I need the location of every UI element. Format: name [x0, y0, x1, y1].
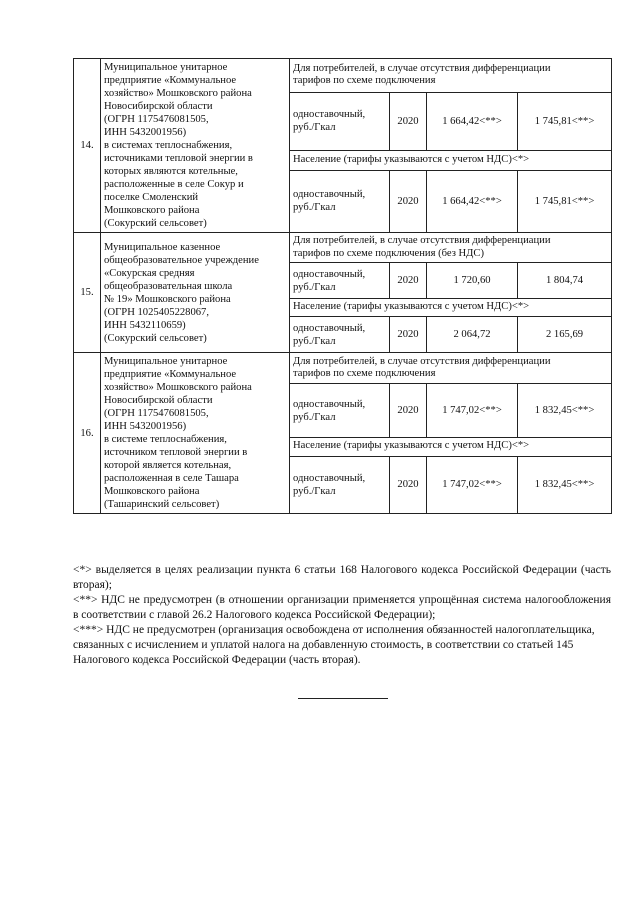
organization-line: источниками тепловой энергии в: [104, 153, 253, 165]
organization-line: источником тепловой энергии в: [104, 447, 248, 459]
tariff-unit: [290, 456, 390, 514]
consumer-group-header: [290, 353, 612, 384]
tariff-unit: [290, 384, 390, 438]
organization-line: общеобразовательное учреждение: [104, 254, 259, 266]
tariff-year: 2020: [390, 263, 427, 299]
tariff-value-first-half: 1 664,42<**>: [427, 170, 518, 233]
table-row: [74, 59, 612, 93]
consumer-group-line: тарифов по схеме подключения (без НДС): [293, 247, 485, 259]
consumer-group-line: Население (тарифы указываются с учетом НДС)<*>: [293, 440, 530, 452]
organization-line: расположенная в селе Ташара: [104, 473, 239, 485]
tariff-unit-line: одноставочный,: [293, 322, 366, 334]
organization-cell: [101, 233, 290, 353]
organization-line: в системе теплоснабжения,: [104, 434, 227, 446]
organization-line: (ОГРН 1175476081505,: [104, 114, 209, 126]
tariff-unit-line: одноставочный,: [293, 189, 366, 201]
organization-line: «Сокурская средняя: [104, 267, 195, 279]
organization-line: предприятие «Коммунальное: [104, 75, 237, 87]
footnote-3: <***> НДС не предусмотрен (организация освобождена от исполнения обязанностей налогоплательщика, связанных с исчислением и уплатой налога на добавленную стоимость, в соответствии со статьей 145 Налогового кодекса Российской Федерации (часть вторая).: [73, 623, 595, 666]
organization-line: (Ташаринский сельсовет): [104, 499, 220, 511]
table-row: [74, 233, 612, 263]
consumer-group-line: Для потребителей, в случае отсутствия дифференциации: [293, 355, 551, 367]
organization-line: (Сокурский сельсовет): [104, 218, 207, 230]
tariff-value-second-half: 1 804,74: [518, 263, 612, 299]
tariff-table: [73, 58, 612, 514]
organization-line: Муниципальное унитарное: [104, 356, 228, 368]
organization-line: которой является котельная,: [104, 460, 232, 472]
consumer-group-header: [290, 233, 612, 263]
organization-line: расположенные в селе Сокур и: [104, 179, 244, 191]
tariff-value-first-half: 2 064,72: [427, 317, 518, 353]
consumer-group-line: Население (тарифы указываются с учетом НДС)<*>: [293, 153, 530, 165]
tariff-unit-line: руб./Гкал: [293, 335, 336, 347]
separator-line: [298, 698, 388, 699]
tariff-value-second-half: 1 832,45<**>: [518, 456, 612, 514]
organization-line: в системах теплоснабжения,: [104, 140, 233, 152]
organization-line: предприятие «Коммунальное: [104, 369, 237, 381]
organization-line: Новосибирской области: [104, 101, 213, 113]
consumer-group-line: тарифов по схеме подключения: [293, 75, 436, 87]
tariff-unit-line: одноставочный,: [293, 398, 366, 410]
footnotes: [73, 563, 611, 668]
tariff-unit: [290, 92, 390, 150]
tariff-year: 2020: [390, 384, 427, 438]
footnote-1: <*> выделяется в целях реализации пункта 6 статьи 168 Налогового кодекса Российской Федерации (часть вторая);: [73, 564, 611, 591]
tariff-unit-line: одноставочный,: [293, 268, 366, 280]
organization-line: ИНН 5432110659): [104, 319, 186, 331]
organization-line: (Сокурский сельсовет): [104, 332, 207, 344]
organization-line: поселке Смоленский: [104, 192, 199, 204]
organization-line: ИНН 5432001956): [104, 421, 187, 433]
consumer-group-line: Для потребителей, в случае отсутствия дифференциации: [293, 62, 551, 74]
tariff-year: 2020: [390, 92, 427, 150]
organization-line: (ОГРН 1175476081505,: [104, 408, 209, 420]
tariff-unit-line: руб./Гкал: [293, 202, 336, 214]
organization-line: хозяйство» Мошковского района: [104, 382, 252, 394]
consumer-group-line: Население (тарифы указываются с учетом НДС)<*>: [293, 301, 530, 313]
tariff-value-second-half: 2 165,69: [518, 317, 612, 353]
tariff-unit-line: одноставочный,: [293, 472, 366, 484]
consumer-group-header: [290, 437, 612, 456]
tariff-unit-line: одноставочный,: [293, 109, 366, 121]
table-row: [74, 353, 612, 384]
organization-line: Мошковского района: [104, 486, 200, 498]
tariff-value-second-half: 1 745,81<**>: [518, 92, 612, 150]
tariff-value-second-half: 1 745,81<**>: [518, 170, 612, 233]
organization-line: Мошковского района: [104, 205, 200, 217]
tariff-table-body: [74, 59, 612, 514]
consumer-group-header: [290, 150, 612, 170]
consumer-group-header: [290, 59, 612, 93]
tariff-value-first-half: 1 720,60: [427, 263, 518, 299]
tariff-value-first-half: 1 664,42<**>: [427, 92, 518, 150]
organization-line: (ОГРН 1025405228067,: [104, 306, 210, 318]
tariff-value-first-half: 1 747,02<**>: [427, 456, 518, 514]
organization-line: Новосибирской области: [104, 395, 213, 407]
row-number: 14.: [74, 59, 101, 233]
tariff-unit-line: руб./Гкал: [293, 122, 336, 134]
tariff-unit: [290, 317, 390, 353]
organization-cell: [101, 59, 290, 233]
tariff-unit: [290, 263, 390, 299]
tariff-value-first-half: 1 747,02<**>: [427, 384, 518, 438]
organization-line: Муниципальное унитарное: [104, 62, 228, 73]
organization-line: общеобразовательная школа: [104, 280, 233, 292]
tariff-unit-line: руб./Гкал: [293, 485, 336, 497]
organization-line: хозяйство» Мошковского района: [104, 88, 252, 100]
organization-line: ИНН 5432001956): [104, 127, 187, 139]
tariff-year: 2020: [390, 170, 427, 233]
footnote-2: <**> НДС не предусмотрен (в отношении организации применяется упрощённая система налогообложения в соответствии с главой 26.2 Налогового кодекса Российской Федерации);: [73, 593, 611, 621]
row-number: 16.: [74, 353, 101, 514]
organization-cell: [101, 353, 290, 514]
tariff-value-second-half: 1 832,45<**>: [518, 384, 612, 438]
organization-line: которых являются котельные,: [104, 166, 238, 178]
organization-line: Муниципальное казенное: [104, 241, 221, 253]
row-number: 15.: [74, 233, 101, 353]
tariff-unit-line: руб./Гкал: [293, 411, 336, 423]
organization-line: № 19» Мошковского района: [104, 293, 231, 305]
consumer-group-line: тарифов по схеме подключения: [293, 368, 436, 380]
tariff-year: 2020: [390, 456, 427, 514]
consumer-group-header: [290, 299, 612, 317]
tariff-year: 2020: [390, 317, 427, 353]
tariff-unit-line: руб./Гкал: [293, 281, 336, 293]
consumer-group-line: Для потребителей, в случае отсутствия дифференциации: [293, 235, 551, 247]
tariff-unit: [290, 170, 390, 233]
